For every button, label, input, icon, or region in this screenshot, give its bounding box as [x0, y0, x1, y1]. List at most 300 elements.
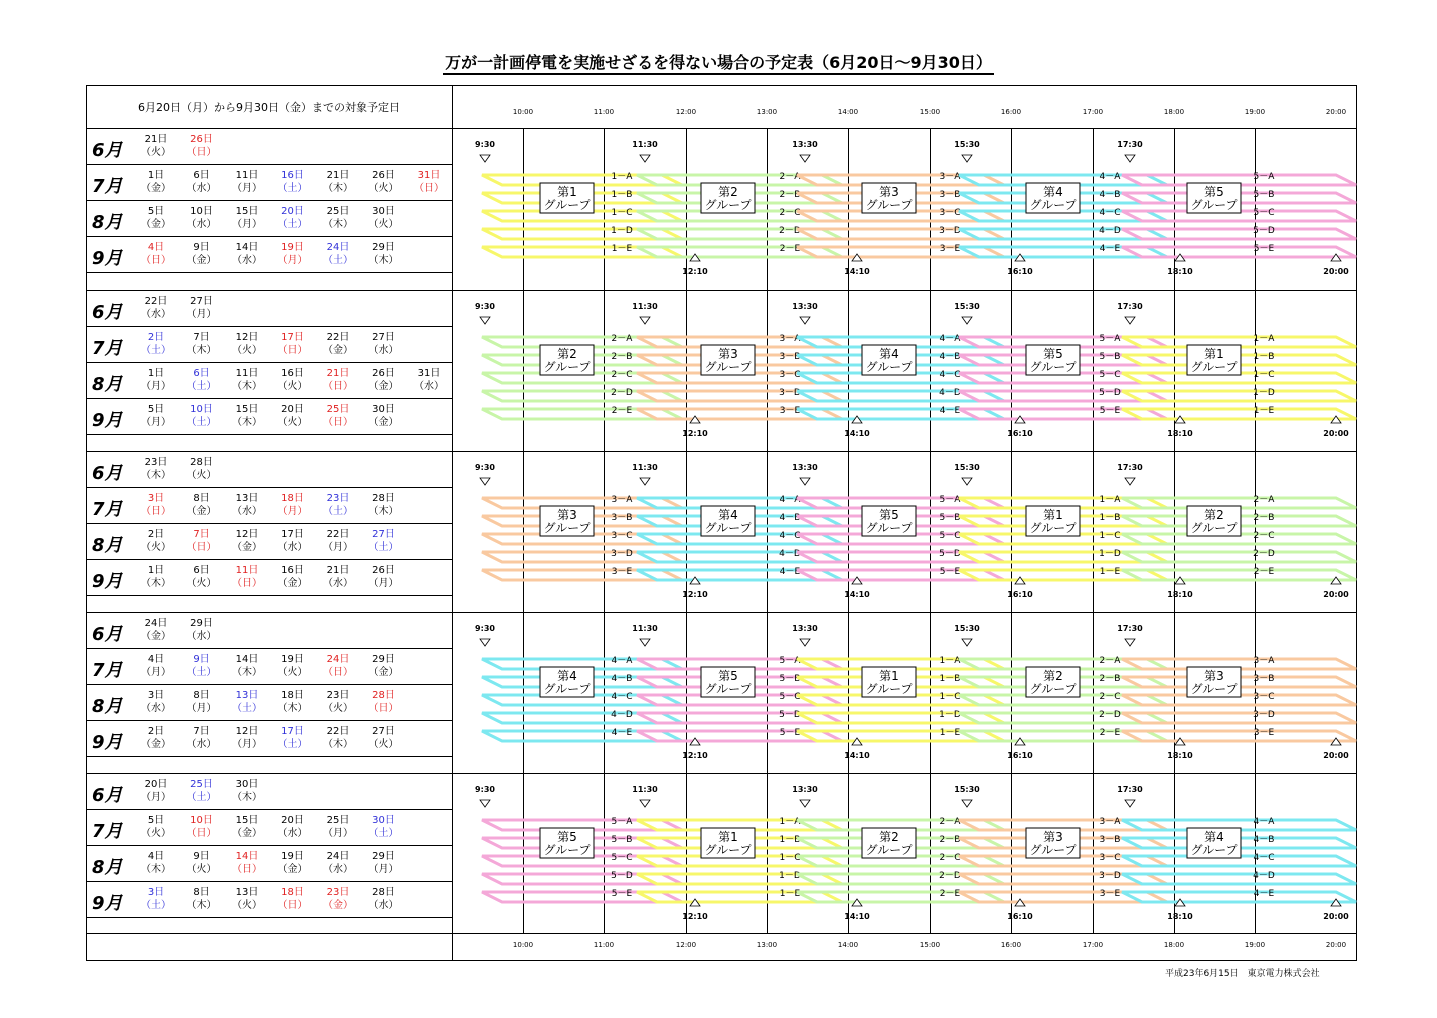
target-date	[141, 367, 171, 393]
date-weekday: （日）	[186, 828, 217, 839]
subgroup-label: 3－D	[1099, 871, 1121, 881]
date-weekday: （火）	[186, 578, 217, 589]
group-label: グループ	[543, 843, 591, 857]
subgroup-label: 4－B	[1253, 835, 1275, 845]
month-label: 8月	[92, 535, 123, 556]
date-day: 13日	[235, 690, 259, 701]
target-date	[323, 492, 353, 518]
group-label: グループ	[1029, 682, 1077, 696]
end-time: 16:10	[1007, 267, 1033, 276]
target-date	[369, 653, 399, 679]
subgroup-label: 3－B	[1253, 674, 1275, 684]
end-time: 18:10	[1167, 267, 1193, 276]
group-label: グループ	[543, 521, 591, 535]
month-row-divider	[86, 236, 452, 237]
target-date	[369, 169, 399, 195]
target-date	[187, 850, 217, 876]
target-date	[232, 850, 262, 876]
time-tick-bottom: 20:00	[1325, 941, 1347, 949]
date-day: 25日	[326, 206, 350, 217]
date-weekday: （日）	[323, 381, 353, 392]
date-day: 31日	[417, 170, 441, 181]
subgroup-label: 1－C	[611, 208, 633, 218]
start-time: 13:30	[792, 140, 818, 149]
target-date	[141, 295, 171, 321]
start-time: 15:30	[954, 624, 980, 633]
target-date	[187, 331, 217, 357]
subgroup-label: 1－E	[1099, 567, 1121, 577]
start-marker-icon	[800, 639, 810, 646]
target-date	[323, 528, 353, 554]
date-weekday: （水）	[323, 864, 353, 875]
date-weekday: （月）	[323, 542, 353, 553]
date-day: 27日	[372, 726, 395, 737]
target-date	[141, 456, 171, 482]
date-day: 5日	[147, 815, 165, 826]
date-day: 16日	[281, 368, 304, 379]
subgroup-label: 3－C	[611, 531, 633, 541]
subgroup-label: 5－A	[939, 495, 961, 505]
end-time: 18:10	[1167, 590, 1193, 599]
date-day: 18日	[281, 690, 304, 701]
start-time: 17:30	[1117, 624, 1143, 633]
date-day: 29日	[372, 851, 395, 862]
subgroup-label: 1－D	[611, 226, 633, 236]
target-date	[369, 814, 399, 840]
subgroup-label: 4－A	[779, 495, 801, 505]
date-day: 20日	[281, 404, 304, 415]
subgroup-label: 1－D	[1099, 549, 1121, 559]
group-number: 第3	[557, 508, 577, 522]
target-date	[141, 205, 171, 231]
subgroup-label: 4－B	[779, 513, 801, 523]
subgroup-label: 5－D	[1253, 226, 1275, 236]
subgroup-label: 5－E	[1099, 406, 1121, 416]
date-weekday: （火）	[368, 219, 399, 230]
group-number: 第3	[718, 347, 738, 361]
date-weekday: （土）	[368, 828, 399, 839]
target-date	[323, 814, 353, 840]
subgroup-label: 4－D	[1253, 871, 1275, 881]
date-day: 14日	[235, 851, 259, 862]
date-weekday: （火）	[186, 470, 217, 481]
target-date	[414, 367, 444, 393]
target-date	[278, 403, 308, 429]
date-day: 22日	[326, 332, 350, 343]
date-day: 19日	[281, 654, 304, 665]
target-date	[232, 689, 262, 715]
subgroup-label: 5－C	[779, 692, 801, 702]
date-day: 20日	[281, 815, 304, 826]
date-day: 7日	[193, 529, 210, 540]
group-label: グループ	[543, 360, 591, 374]
group-label: グループ	[865, 843, 913, 857]
date-weekday: （月）	[368, 578, 399, 589]
date-day: 15日	[235, 404, 259, 415]
target-date	[369, 886, 399, 912]
date-day: 21日	[326, 565, 350, 576]
start-marker-icon	[640, 800, 650, 807]
date-weekday: （火）	[277, 667, 308, 678]
subgroup-label: 5－D	[611, 871, 633, 881]
target-date	[141, 617, 171, 643]
date-day: 2日	[147, 529, 165, 540]
time-tick-bottom: 13:00	[756, 941, 778, 949]
group-label: グループ	[543, 682, 591, 696]
subgroup-label: 4－B	[1099, 190, 1121, 200]
subgroup-label: 3－B	[779, 352, 801, 362]
date-day: 7日	[193, 332, 210, 343]
group-number: 第5	[1043, 347, 1063, 361]
start-marker-icon	[800, 478, 810, 485]
date-weekday: （月）	[232, 219, 262, 230]
date-weekday: （土）	[141, 900, 171, 911]
group-number: 第5	[879, 508, 899, 522]
date-weekday: （木）	[368, 255, 399, 266]
subgroup-label: 4－E	[1099, 244, 1121, 254]
time-tick-bottom: 16:00	[1000, 941, 1022, 949]
date-weekday: （木）	[232, 667, 262, 678]
subgroup-label: 2－C	[939, 853, 961, 863]
subgroup-label: 2－B	[611, 352, 633, 362]
target-date	[187, 241, 217, 267]
start-marker-icon	[1125, 478, 1135, 485]
target-date	[232, 169, 262, 195]
subgroup-label: 5－E	[779, 728, 801, 738]
date-weekday: （月）	[232, 183, 262, 194]
subgroup-label: 3－B	[939, 190, 961, 200]
date-day: 31日	[417, 368, 441, 379]
target-date	[278, 886, 308, 912]
subgroup-label: 3－A	[779, 334, 801, 344]
group-number: 第2	[557, 347, 577, 361]
end-time: 18:10	[1167, 912, 1193, 921]
date-day: 10日	[190, 404, 213, 415]
date-weekday: （木）	[232, 792, 262, 803]
month-row-divider	[86, 809, 452, 810]
date-weekday: （水）	[232, 255, 262, 266]
month-label: 7月	[92, 338, 123, 359]
date-weekday: （日）	[186, 542, 217, 553]
subgroup-label: 2－A	[779, 172, 801, 182]
subgroup-label: 5－B	[611, 835, 633, 845]
time-tick-bottom: 12:00	[675, 941, 697, 949]
start-marker-icon	[1125, 317, 1135, 324]
date-day: 26日	[372, 170, 395, 181]
date-weekday: （木）	[323, 739, 353, 750]
group-number: 第3	[879, 185, 899, 199]
start-time: 11:30	[632, 302, 658, 311]
date-day: 26日	[372, 368, 395, 379]
start-time: 9:30	[475, 140, 495, 149]
target-date	[278, 653, 308, 679]
target-date	[141, 133, 171, 159]
target-date	[187, 778, 217, 804]
target-date	[232, 403, 262, 429]
date-day: 26日	[372, 565, 395, 576]
subgroup-label: 2－B	[1253, 513, 1275, 523]
date-day: 1日	[147, 368, 165, 379]
date-weekday: （水）	[368, 345, 399, 356]
target-date	[232, 492, 262, 518]
subgroup-label: 2－E	[611, 406, 633, 416]
month-label: 9月	[92, 893, 123, 914]
group-number: 第2	[718, 185, 738, 199]
month-label: 9月	[92, 732, 123, 753]
date-weekday: （木）	[141, 864, 171, 875]
start-marker-icon	[640, 317, 650, 324]
subgroup-label: 1－A	[939, 656, 961, 666]
date-day: 21日	[326, 368, 350, 379]
date-weekday: （月）	[141, 381, 171, 392]
month-row-divider	[86, 362, 452, 363]
target-date	[278, 850, 308, 876]
end-time: 12:10	[682, 912, 708, 921]
date-day: 9日	[193, 851, 210, 862]
date-day: 12日	[235, 332, 259, 343]
date-weekday: （土）	[323, 506, 353, 517]
subgroup-label: 3－A	[1253, 656, 1275, 666]
target-date	[369, 689, 399, 715]
date-weekday: （金）	[368, 667, 399, 678]
date-weekday: （水）	[323, 578, 353, 589]
date-day: 18日	[281, 887, 304, 898]
subgroup-label: 4－A	[1099, 172, 1121, 182]
target-date	[187, 725, 217, 751]
date-day: 10日	[190, 206, 213, 217]
start-marker-icon	[962, 478, 972, 485]
target-date	[141, 169, 171, 195]
target-date	[278, 564, 308, 590]
subgroup-label: 2－A	[1253, 495, 1275, 505]
target-date	[232, 241, 262, 267]
month-label: 9月	[92, 571, 123, 592]
date-day: 14日	[235, 242, 259, 253]
start-time: 11:30	[632, 463, 658, 472]
group-number: 第5	[718, 669, 738, 683]
subgroup-label: 4－A	[1253, 817, 1275, 827]
date-day: 29日	[190, 618, 213, 629]
time-tick-top: 10:00	[512, 108, 534, 116]
time-tick-top: 19:00	[1244, 108, 1266, 116]
time-tick-top: 20:00	[1325, 108, 1347, 116]
subgroup-label: 4－D	[611, 710, 633, 720]
date-weekday: （水）	[186, 219, 217, 230]
date-weekday: （水）	[186, 631, 217, 642]
start-marker-icon	[480, 317, 490, 324]
group-number: 第2	[1204, 508, 1224, 522]
date-weekday: （水）	[186, 183, 217, 194]
start-marker-icon	[1125, 639, 1135, 646]
month-label: 6月	[92, 302, 123, 323]
subgroup-label: 5－B	[1253, 190, 1275, 200]
target-date	[187, 617, 217, 643]
month-row-divider	[86, 917, 452, 918]
target-date	[187, 403, 217, 429]
date-weekday: （土）	[186, 792, 217, 803]
date-weekday: （土）	[186, 417, 217, 428]
date-day: 22日	[326, 529, 350, 540]
date-weekday: （日）	[186, 147, 217, 158]
group-label: グループ	[1029, 843, 1077, 857]
start-marker-icon	[640, 478, 650, 485]
date-weekday: （木）	[323, 219, 353, 230]
target-date	[369, 528, 399, 554]
subgroup-label: 1－A	[1099, 495, 1121, 505]
subgroup-label: 5－A	[779, 656, 801, 666]
date-day: 4日	[147, 851, 165, 862]
month-row-divider	[86, 272, 452, 273]
group-label: グループ	[865, 198, 913, 212]
date-day: 4日	[147, 242, 165, 253]
group-number: 第5	[557, 830, 577, 844]
subgroup-label: 1－B	[611, 190, 633, 200]
month-label: 7月	[92, 176, 123, 197]
target-date	[369, 331, 399, 357]
date-day: 11日	[235, 170, 259, 181]
subgroup-label: 2－E	[1099, 728, 1121, 738]
target-date	[187, 886, 217, 912]
month-row-divider	[86, 487, 452, 488]
subgroup-label: 3－B	[1099, 835, 1121, 845]
month-label: 8月	[92, 696, 123, 717]
date-weekday: （金）	[323, 900, 353, 911]
group-number: 第2	[1043, 669, 1063, 683]
target-date	[141, 528, 171, 554]
date-weekday: （日）	[414, 183, 444, 194]
subgroup-label: 1－D	[1253, 388, 1275, 398]
date-weekday: （金）	[141, 183, 171, 194]
end-time: 14:10	[844, 267, 870, 276]
date-weekday: （水）	[414, 381, 444, 392]
date-day: 8日	[193, 887, 210, 898]
start-marker-icon	[962, 800, 972, 807]
target-date	[141, 241, 171, 267]
subgroup-label: 1－A	[611, 172, 633, 182]
date-day: 9日	[193, 242, 210, 253]
time-tick-top: 15:00	[919, 108, 941, 116]
date-weekday: （土）	[186, 667, 217, 678]
target-date	[323, 403, 353, 429]
target-date	[278, 492, 308, 518]
date-weekday: （日）	[232, 864, 262, 875]
target-date	[141, 653, 171, 679]
month-row-divider	[86, 523, 452, 524]
subgroup-label: 1－C	[1253, 370, 1275, 380]
group-number: 第4	[1204, 830, 1224, 844]
target-date	[323, 653, 353, 679]
date-day: 2日	[147, 332, 165, 343]
start-time: 13:30	[792, 624, 818, 633]
date-day: 23日	[326, 493, 350, 504]
subgroup-label: 1－B	[939, 674, 961, 684]
end-time: 16:10	[1007, 429, 1033, 438]
start-time: 15:30	[954, 140, 980, 149]
date-weekday: （火）	[368, 739, 399, 750]
group-number: 第4	[718, 508, 738, 522]
date-weekday: （日）	[323, 417, 353, 428]
month-row-divider	[86, 845, 452, 846]
group-number: 第1	[718, 830, 738, 844]
target-date	[369, 850, 399, 876]
date-day: 29日	[372, 242, 395, 253]
date-day: 8日	[193, 690, 210, 701]
date-day: 30日	[372, 206, 395, 217]
time-tick-bottom: 18:00	[1163, 941, 1185, 949]
subgroup-label: 1－C	[779, 853, 801, 863]
date-weekday: （月）	[186, 703, 217, 714]
subgroup-label: 3－D	[939, 226, 961, 236]
start-marker-icon	[640, 155, 650, 162]
subgroup-label: 4－D	[779, 549, 801, 559]
target-date	[141, 886, 171, 912]
date-weekday: （土）	[141, 345, 171, 356]
date-day: 4日	[147, 654, 165, 665]
start-time: 11:30	[632, 624, 658, 633]
start-time: 17:30	[1117, 463, 1143, 472]
subgroup-label: 2－D	[1099, 710, 1121, 720]
subgroup-label: 2－A	[1099, 656, 1121, 666]
date-weekday: （月）	[141, 417, 171, 428]
group-number: 第4	[1043, 185, 1063, 199]
subgroup-label: 3－D	[1253, 710, 1275, 720]
end-time: 12:10	[682, 590, 708, 599]
date-day: 3日	[147, 887, 165, 898]
date-weekday: （金）	[186, 255, 217, 266]
date-day: 17日	[281, 529, 304, 540]
date-weekday: （水）	[186, 739, 217, 750]
target-date	[187, 528, 217, 554]
date-day: 24日	[144, 618, 168, 629]
group-label: グループ	[865, 360, 913, 374]
subgroup-label: 2－D	[611, 388, 633, 398]
start-marker-icon	[800, 317, 810, 324]
date-day: 3日	[147, 493, 165, 504]
date-day: 23日	[326, 887, 350, 898]
date-day: 6日	[193, 565, 210, 576]
subgroup-label: 3－A	[611, 495, 633, 505]
date-weekday: （金）	[323, 345, 353, 356]
start-time: 9:30	[475, 302, 495, 311]
date-day: 30日	[372, 815, 395, 826]
date-weekday: （月）	[232, 739, 262, 750]
subgroup-label: 4－E	[779, 567, 801, 577]
group-number: 第5	[1204, 185, 1224, 199]
date-day: 28日	[372, 493, 395, 504]
end-time: 16:10	[1007, 751, 1033, 760]
month-row-divider	[86, 200, 452, 201]
date-weekday: （金）	[277, 864, 308, 875]
date-weekday: （土）	[277, 739, 308, 750]
end-time: 12:10	[682, 429, 708, 438]
date-weekday: （土）	[277, 219, 308, 230]
subgroup-label: 4－C	[779, 531, 801, 541]
group-number: 第1	[1043, 508, 1063, 522]
time-tick-bottom: 15:00	[919, 941, 941, 949]
page-title: 万が一計画停電を実施せざるを得ない場合の予定表（6月20日～9月30日）	[0, 50, 1437, 73]
group-label: グループ	[1190, 198, 1238, 212]
subgroup-label: 1－D	[939, 710, 961, 720]
group-label: グループ	[1190, 843, 1238, 857]
time-tick-bottom: 19:00	[1244, 941, 1266, 949]
subgroup-label: 2－A	[611, 334, 633, 344]
subgroup-label: 1－E	[1253, 406, 1275, 416]
group-number: 第4	[557, 669, 577, 683]
subgroup-label: 2－E	[779, 244, 801, 254]
date-day: 27日	[372, 332, 395, 343]
date-day: 21日	[326, 170, 350, 181]
target-date	[369, 564, 399, 590]
